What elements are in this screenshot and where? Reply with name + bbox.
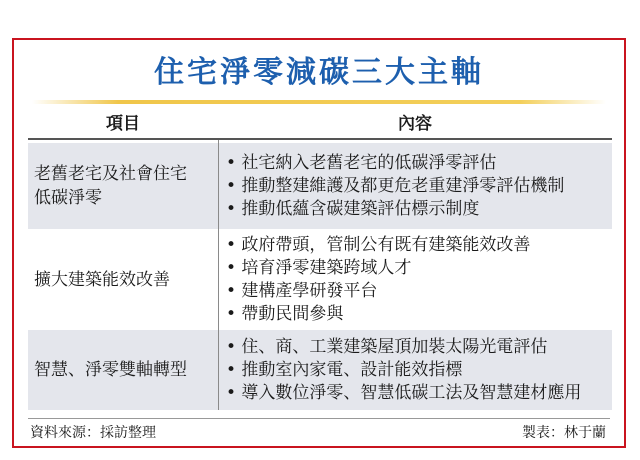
- row-content: [218, 330, 612, 410]
- table-header: [28, 110, 612, 140]
- page-title: 住宅淨零減碳三大主軸: [154, 55, 484, 90]
- title-divider: [32, 100, 606, 104]
- credit-note: 製表：林于蘭: [522, 425, 606, 441]
- footer: [28, 418, 610, 443]
- column-divider: [218, 140, 219, 410]
- table-row: [28, 232, 612, 327]
- table-row: [28, 143, 612, 229]
- list-item: • 推動低蘊含碳建築評估標示制度: [226, 198, 480, 219]
- header-content: 內容: [398, 114, 432, 134]
- infographic-card: [12, 38, 626, 448]
- list-item: • 推動整建維護及都更危老重建淨零評估機制: [226, 175, 565, 196]
- list-item: • 帶動民間參與: [226, 303, 344, 324]
- row-item-label: 智慧、淨零雙軸轉型: [34, 360, 187, 380]
- row-item-label: 老舊老宅及社會住宅 低碳淨零: [34, 164, 187, 208]
- row-item-label: 擴大建築能效改善: [34, 269, 170, 290]
- list-item: • 導入數位淨零、智慧低碳工法及智慧建材應用: [226, 382, 582, 403]
- row-content: [218, 143, 612, 229]
- list-item: • 推動室內家電、設計能效指標: [226, 359, 463, 380]
- source-note: 資料來源：採訪整理: [30, 425, 156, 441]
- list-item: • 培育淨零建築跨域人才: [226, 257, 412, 278]
- row-content: [218, 232, 612, 327]
- content-table: [28, 110, 612, 410]
- header-item: 項目: [106, 114, 140, 134]
- list-item: • 政府帶頭，管制公有既有建築能效改善: [226, 234, 531, 255]
- table-row: [28, 330, 612, 410]
- list-item: • 社宅納入老舊老宅的低碳淨零評估: [226, 152, 497, 173]
- list-item: • 建構產學研發平台: [226, 280, 378, 301]
- list-item: • 住、商、工業建築屋頂加裝太陽光電評估: [226, 336, 548, 357]
